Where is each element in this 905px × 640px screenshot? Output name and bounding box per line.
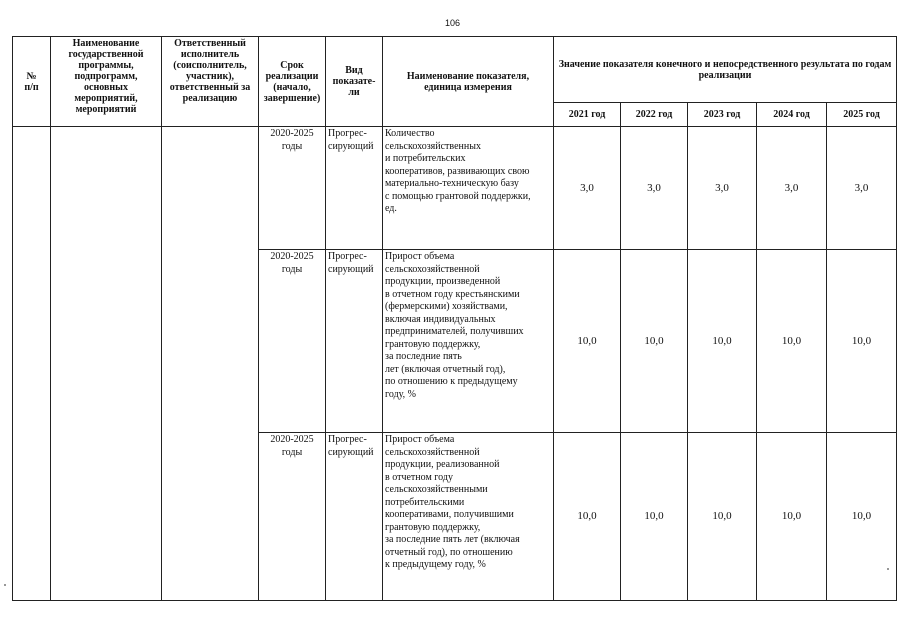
cell-term: 2020-2025 годы	[259, 433, 326, 601]
header-term: Срок реализации (начало, завершение)	[259, 37, 326, 127]
cell-indicator: Прирост объема сельскохозяйственной продукции, реализованной в отчетном году сельскохозяйственными потребительскими кооперативами, получившими грантовую поддержку, за последние пять лет (включая отчетный год), по отношению к предыдущему году, %	[383, 433, 554, 601]
header-year-2022: 2022 год	[621, 103, 688, 127]
cell-value-2023: 3,0	[688, 127, 757, 250]
cell-value-2023: 10,0	[688, 250, 757, 433]
cell-value-2021: 10,0	[554, 433, 621, 601]
cell-kind: Прогрес- сирующий	[326, 127, 383, 250]
cell-indicator: Прирост объема сельскохозяйственной продукции, произведенной в отчетном году крестьянскими (фермерскими) хозяйствами, включая индивидуальных предпринимателей, получивших грантовую поддержку, за последние пять лет (включая отчетный год), по отношению к предыдущему году, %	[383, 250, 554, 433]
cell-value-2022: 3,0	[621, 127, 688, 250]
cell-value-2025: 3,0	[827, 127, 897, 250]
header-program: Наименование государственной программы, подпрограмм, основных мероприятий, мероприятий	[51, 37, 162, 127]
cell-kind: Прогрес- сирующий	[326, 250, 383, 433]
cell-no	[13, 127, 51, 601]
cell-value-2025: 10,0	[827, 433, 897, 601]
cell-value-2024: 10,0	[757, 250, 827, 433]
cell-value-2025: 10,0	[827, 250, 897, 433]
header-year-2025: 2025 год	[827, 103, 897, 127]
cell-executor	[162, 127, 259, 601]
cell-program	[51, 127, 162, 601]
scan-speck	[887, 568, 889, 570]
header-year-2023: 2023 год	[688, 103, 757, 127]
cell-value-2021: 10,0	[554, 250, 621, 433]
scan-speck	[4, 584, 6, 586]
table-row	[13, 127, 897, 250]
cell-term: 2020-2025 годы	[259, 250, 326, 433]
cell-value-2022: 10,0	[621, 433, 688, 601]
cell-value-2024: 3,0	[757, 127, 827, 250]
page-number: 106	[444, 18, 461, 28]
indicators-table	[12, 36, 897, 601]
header-values-group: Значение показателя конечного и непосредственного результата по годам реализации	[554, 37, 897, 103]
cell-value-2024: 10,0	[757, 433, 827, 601]
cell-kind: Прогрес- сирующий	[326, 433, 383, 601]
cell-value-2022: 10,0	[621, 250, 688, 433]
header-executor: Ответственный исполнитель (соисполнитель, участник), ответственный за реализацию	[162, 37, 259, 127]
cell-term: 2020-2025 годы	[259, 127, 326, 250]
header-indicator: Наименование показателя, единица измерения	[383, 37, 554, 127]
header-year-2021: 2021 год	[554, 103, 621, 127]
cell-value-2023: 10,0	[688, 433, 757, 601]
header-year-2024: 2024 год	[757, 103, 827, 127]
header-no: № п/п	[13, 37, 51, 127]
header-kind: Вид показате- ли	[326, 37, 383, 127]
cell-indicator: Количество сельскохозяйственных и потребительских кооперативов, развивающих свою материально-техническую базу с помощью грантовой поддержки, ед.	[383, 127, 554, 250]
cell-value-2021: 3,0	[554, 127, 621, 250]
